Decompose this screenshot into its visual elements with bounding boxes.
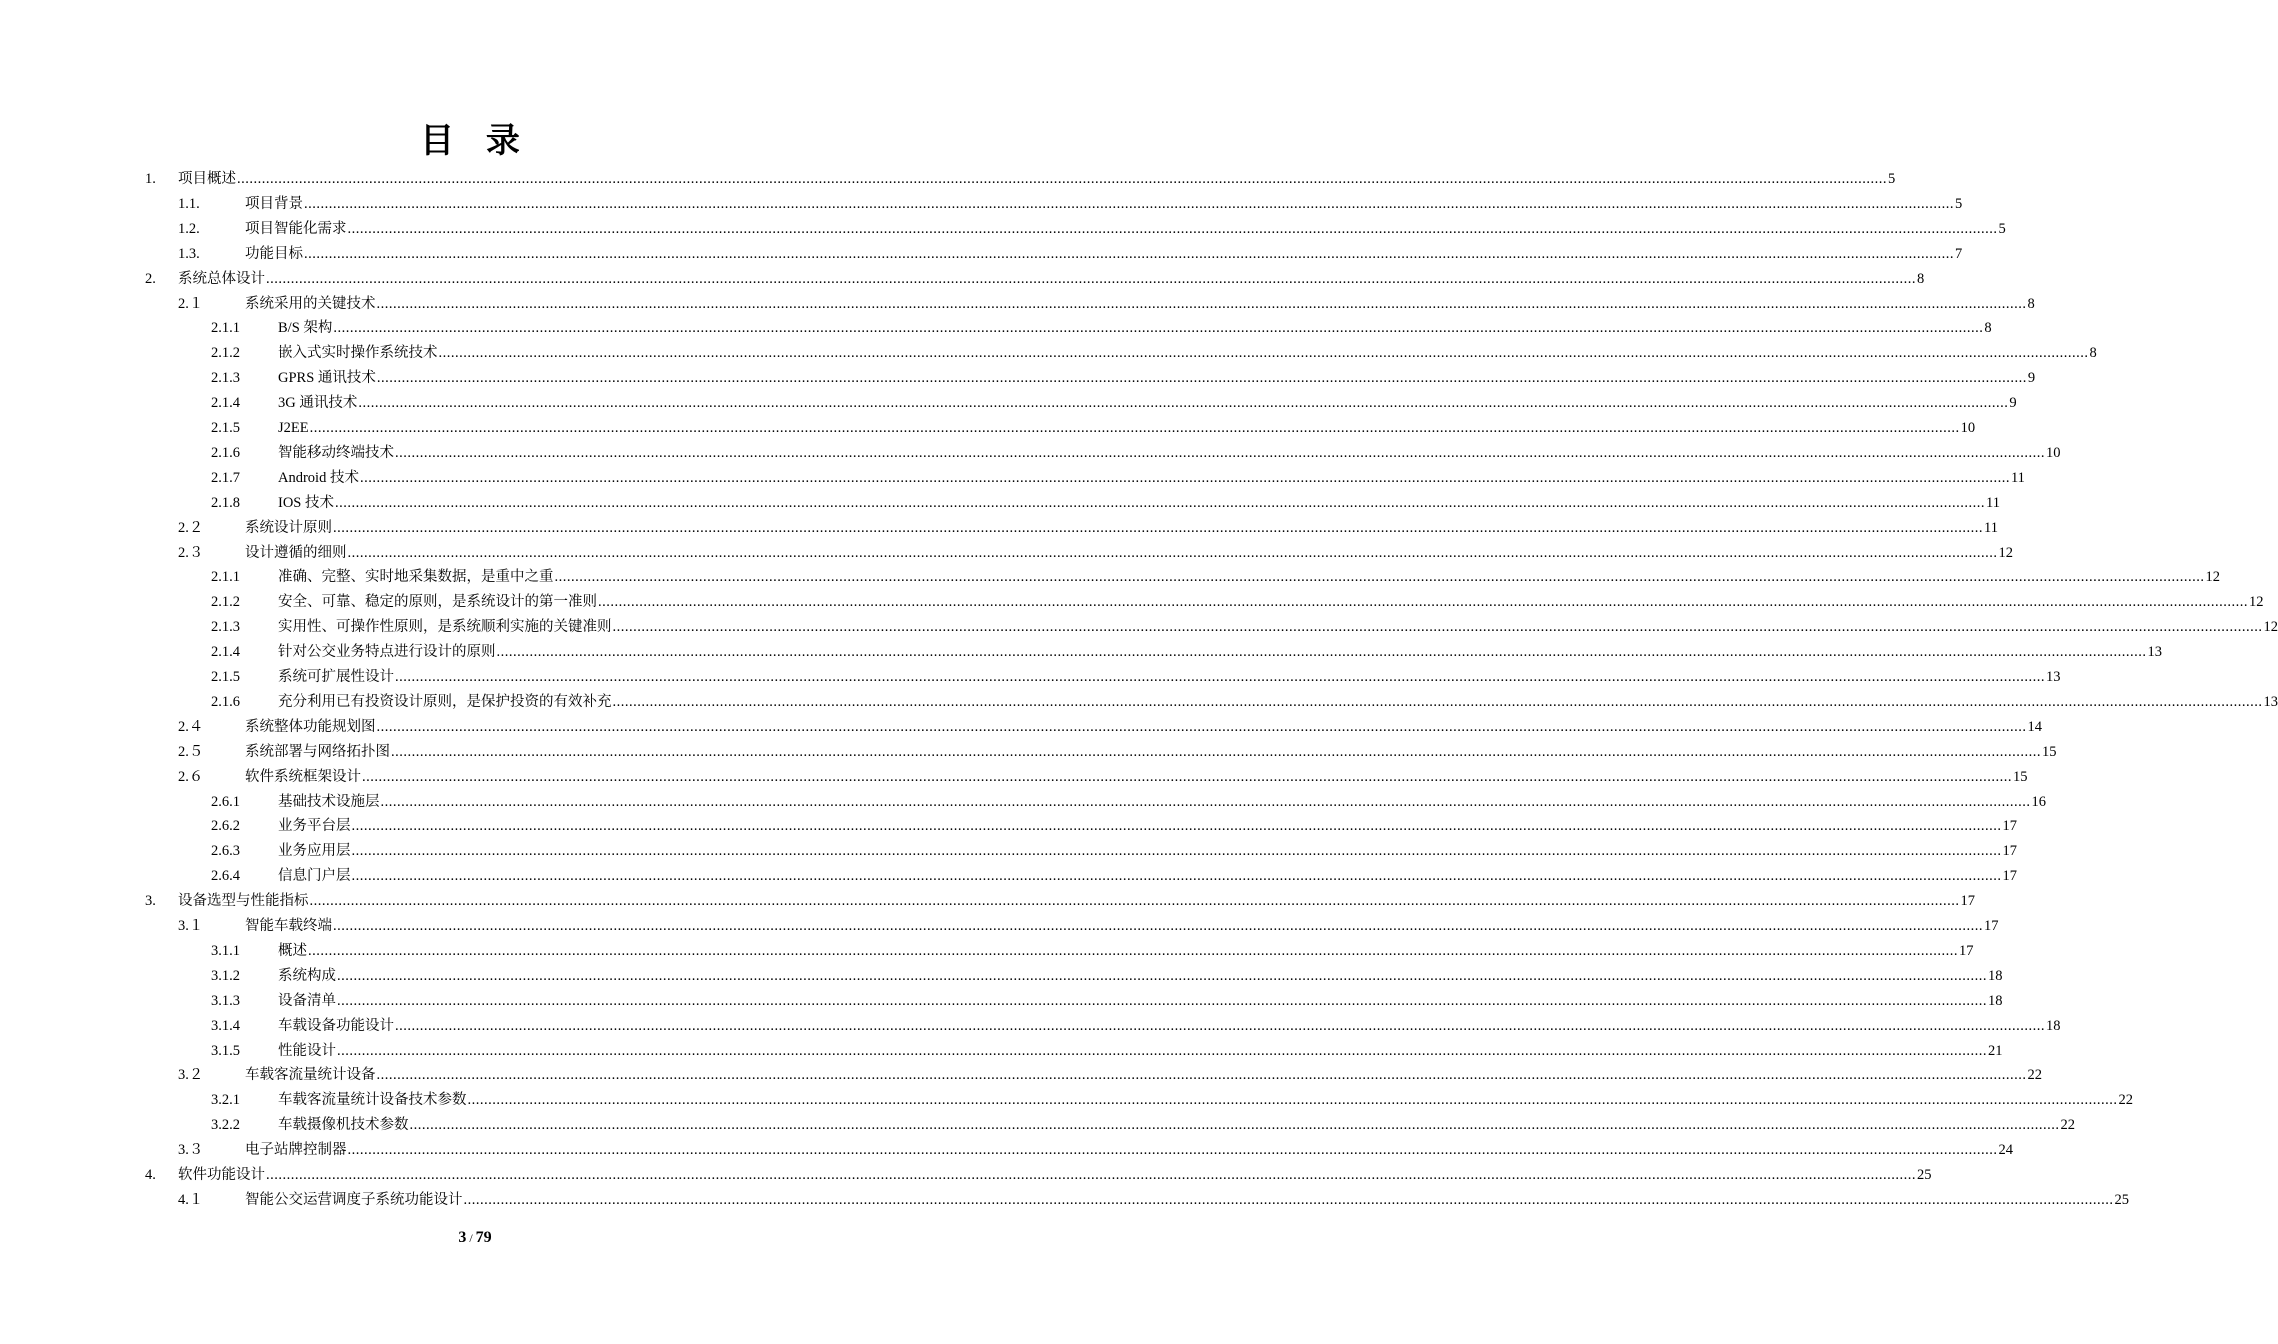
toc-entry-line xyxy=(278,565,2220,590)
toc-entry-line xyxy=(245,1188,2129,1213)
toc-entry-page[interactable]: 13 xyxy=(2263,693,2278,710)
toc-entry[interactable] xyxy=(0,939,1974,964)
toc-entry-title[interactable]: 准确、完整、实时地采集数据，是重中之重 xyxy=(278,565,555,590)
toc-entry-title[interactable]: 车载设备功能设计 xyxy=(278,1014,395,1039)
toc-entry[interactable] xyxy=(0,1138,2013,1163)
toc-entry-line xyxy=(178,167,1896,192)
toc-entry-number: 2.1.3 xyxy=(211,619,240,636)
toc-entry-page[interactable]: 25 xyxy=(2114,1191,2129,1208)
toc-entry-title[interactable]: 功能目标 xyxy=(245,242,304,267)
toc-entry-title[interactable]: 系统总体设计 xyxy=(178,267,266,292)
toc-entry-title[interactable]: 系统设计原则 xyxy=(245,516,333,541)
toc-entry-title[interactable]: 项目背景 xyxy=(245,192,304,217)
toc-entry-number: 3.1.1 xyxy=(211,942,240,959)
toc-entry-title[interactable]: 安全、可靠、稳定的原则，是系统设计的第一准则 xyxy=(278,590,598,615)
toc-entry-line xyxy=(278,391,2017,416)
toc-entry-line xyxy=(245,242,1963,267)
toc-entry-number: 2.1.5 xyxy=(211,669,240,685)
page-footer xyxy=(0,1226,950,1250)
toc-entry-title[interactable]: 针对公交业务特点进行设计的原则 xyxy=(278,640,497,665)
toc-entry-line xyxy=(245,541,2013,566)
toc-entry-number: 2.1.1 xyxy=(211,320,240,337)
toc-entry-page[interactable]: 14 xyxy=(2027,718,2042,735)
dot-leader: ................................................................................................................................................................................................................................................................................................................................................................................................................ xyxy=(351,843,2002,860)
toc-entry[interactable] xyxy=(0,1088,2133,1113)
toc-entry-number: 2.1.8 xyxy=(211,494,240,511)
toc-entry[interactable] xyxy=(0,242,1963,267)
dot-leader: ................................................................................................................................................................................................................................................................................................................................................................................................................ xyxy=(612,693,2263,710)
toc-entry-line xyxy=(278,491,2000,516)
toc-entry-line xyxy=(245,740,2057,765)
toc-entry-page[interactable]: 18 xyxy=(1988,992,2003,1009)
toc-entry-title[interactable]: 充分利用已有投资设计原则，是保护投资的有效补充 xyxy=(278,690,613,715)
toc-entry-title[interactable]: 设计遵循的细则 xyxy=(245,541,348,566)
toc-entry-number: 2.1.2 xyxy=(211,345,240,362)
toc-entry-page[interactable]: 8 xyxy=(2027,295,2035,312)
toc-entry-page[interactable]: 17 xyxy=(2002,868,2017,885)
toc-entry[interactable] xyxy=(0,615,2278,640)
toc-entry-title[interactable]: 业务应用层 xyxy=(278,839,352,864)
dot-leader: ................................................................................................................................................................................................................................................................................................................................................................................................................ xyxy=(333,918,1983,934)
toc-entry[interactable] xyxy=(0,192,1963,217)
toc-entry-title[interactable]: 性能设计 xyxy=(278,1039,337,1064)
toc-entry[interactable] xyxy=(0,565,2220,590)
toc-entry-number: 2.6.2 xyxy=(211,818,240,835)
toc-entry-page[interactable]: 12 xyxy=(2249,594,2264,611)
toc-entry-page[interactable]: 22 xyxy=(2060,1117,2075,1134)
toc-title: 目 录 xyxy=(420,121,530,161)
toc-entry-line xyxy=(278,1039,2003,1064)
dot-leader: ................................................................................................................................................................................................................................................................................................................................................................................................................ xyxy=(376,718,2027,735)
toc-entry-page[interactable]: 5 xyxy=(1998,220,2006,237)
toc-entry-page[interactable]: 8 xyxy=(1917,270,1925,287)
toc-entry-line xyxy=(245,765,2028,790)
toc-entry[interactable] xyxy=(0,1014,2061,1039)
dot-leader: ................................................................................................................................................................................................................................................................................................................................................................................................................ xyxy=(309,420,1960,436)
toc-entry-line xyxy=(245,192,1963,217)
toc-entry[interactable] xyxy=(0,1188,2129,1213)
toc-entry-page[interactable]: 25 xyxy=(1917,1167,1932,1183)
dot-leader: ................................................................................................................................................................................................................................................................................................................................................................................................................ xyxy=(359,469,2010,486)
toc-entry-title[interactable]: 系统采用的关键技术 xyxy=(245,292,377,317)
toc-entry-line xyxy=(278,466,2025,491)
dot-leader: ................................................................................................................................................................................................................................................................................................................................................................................................................ xyxy=(266,270,1916,287)
toc-entry-title[interactable]: 智能公交运营调度子系统功能设计 xyxy=(245,1188,464,1213)
toc-entry-number: 3.３ xyxy=(178,1142,204,1159)
toc-entry-number: 1.1. xyxy=(178,195,200,212)
toc-entry-number: 2.４ xyxy=(178,718,204,735)
dot-leader: ................................................................................................................................................................................................................................................................................................................................................................................................................ xyxy=(347,544,1998,561)
toc-entry-page[interactable]: 18 xyxy=(1988,967,2003,984)
toc-entry-page[interactable]: 15 xyxy=(2042,743,2057,760)
toc-entry[interactable] xyxy=(0,316,1992,341)
toc-entry-line xyxy=(278,665,2061,690)
toc-entry-title[interactable]: 软件功能设计 xyxy=(178,1163,266,1188)
toc-entry-title[interactable]: 基础技术设施层 xyxy=(278,790,381,815)
toc-entry-number: 2.６ xyxy=(178,768,204,785)
toc-entry-title[interactable]: B/S 架构 xyxy=(278,316,333,341)
dot-leader: ................................................................................................................................................................................................................................................................................................................................................................................................................ xyxy=(333,519,1983,536)
toc-entry[interactable] xyxy=(0,665,2061,690)
dot-leader: ................................................................................................................................................................................................................................................................................................................................................................................................................ xyxy=(438,345,2089,362)
toc-entry[interactable] xyxy=(0,989,2003,1014)
toc-entry-title[interactable]: J2EE xyxy=(278,416,310,441)
toc-entry-number: 4. xyxy=(145,1167,156,1183)
toc-entry[interactable] xyxy=(0,839,2017,864)
toc-entry[interactable] xyxy=(0,1063,2042,1088)
dot-leader: ................................................................................................................................................................................................................................................................................................................................................................................................................ xyxy=(347,1142,1998,1159)
toc-entry-page[interactable]: 12 xyxy=(2263,619,2278,636)
toc-entry-line xyxy=(178,889,1975,914)
toc-entry-line xyxy=(245,292,2035,317)
page-separator: / xyxy=(469,1231,473,1245)
toc-entry-line xyxy=(245,1138,2013,1163)
dot-leader: ................................................................................................................................................................................................................................................................................................................................................................................................................ xyxy=(376,295,2027,312)
toc-entry-line xyxy=(278,615,2278,640)
toc-entry-page[interactable]: 17 xyxy=(1960,893,1975,910)
toc-entry[interactable] xyxy=(0,292,2035,317)
dot-leader: ................................................................................................................................................................................................................................................................................................................................................................................................................ xyxy=(335,494,1985,511)
toc-entry[interactable] xyxy=(0,167,1896,192)
toc-entry[interactable] xyxy=(0,814,2017,839)
toc-entry-title[interactable]: 系统构成 xyxy=(278,964,337,989)
dot-leader: ................................................................................................................................................................................................................................................................................................................................................................................................................ xyxy=(380,793,2031,810)
toc-entry[interactable] xyxy=(0,391,2017,416)
dot-leader: ................................................................................................................................................................................................................................................................................................................................................................................................................ xyxy=(362,768,2012,785)
current-page-number: 3 xyxy=(458,1229,467,1246)
toc-entry-line xyxy=(278,341,2097,366)
dot-leader: ................................................................................................................................................................................................................................................................................................................................................................................................................ xyxy=(391,743,2041,760)
toc-entry-page[interactable]: 22 xyxy=(2118,1092,2133,1109)
toc-entry-page[interactable]: 11 xyxy=(2010,469,2025,486)
toc-entry-title[interactable]: 系统部署与网络拓扑图 xyxy=(245,740,391,765)
toc-entry-title[interactable]: 设备清单 xyxy=(278,989,337,1014)
toc-entry[interactable] xyxy=(0,541,2013,566)
toc-entry-page[interactable]: 17 xyxy=(1984,918,1999,934)
toc-entry[interactable] xyxy=(0,740,2057,765)
dot-leader: ................................................................................................................................................................................................................................................................................................................................................................................................................ xyxy=(376,1067,2027,1084)
toc-entry[interactable] xyxy=(0,889,1975,914)
toc-entry-line xyxy=(245,914,1999,939)
toc-entry-page[interactable]: 11 xyxy=(1984,519,1998,536)
toc-entry-number: 2.1.4 xyxy=(211,644,240,661)
toc-entry-number: 3.1.5 xyxy=(211,1042,240,1059)
toc-entry[interactable] xyxy=(0,1113,2075,1138)
toc-entry-page[interactable]: 17 xyxy=(2002,818,2017,835)
dot-leader: ................................................................................................................................................................................................................................................................................................................................................................................................................ xyxy=(358,395,2009,412)
toc-entry-number: 2.1.4 xyxy=(211,395,240,412)
toc-entry-page[interactable]: 9 xyxy=(2009,395,2017,412)
dot-leader: ................................................................................................................................................................................................................................................................................................................................................................................................................ xyxy=(308,942,1958,959)
toc-entry-line xyxy=(278,590,2264,615)
toc-entry-line xyxy=(278,366,2036,391)
dot-leader: ................................................................................................................................................................................................................................................................................................................................................................................................................ xyxy=(598,594,2248,611)
dot-leader: ................................................................................................................................................................................................................................................................................................................................................................................................................ xyxy=(395,669,2045,685)
toc-entry-number: 1.3. xyxy=(178,245,200,262)
toc-entry-page[interactable]: 21 xyxy=(1988,1042,2003,1059)
toc-entry-title[interactable]: 概述 xyxy=(278,939,308,964)
toc-entry[interactable] xyxy=(0,715,2042,740)
dot-leader: ................................................................................................................................................................................................................................................................................................................................................................................................................ xyxy=(395,1017,2045,1034)
toc-entry-page[interactable]: 16 xyxy=(2031,793,2046,810)
toc-entry[interactable] xyxy=(0,267,1925,292)
toc-entry-line xyxy=(278,1014,2061,1039)
toc-entry-number: 2.6.3 xyxy=(211,843,240,860)
toc-entry-title[interactable]: IOS 技术 xyxy=(278,491,335,516)
toc-entry[interactable] xyxy=(0,441,2061,466)
toc-entry-page[interactable]: 12 xyxy=(2205,569,2220,586)
toc-entry-line xyxy=(278,989,2003,1014)
toc-entry-line xyxy=(278,416,1976,441)
toc-entry-title[interactable]: 智能车载终端 xyxy=(245,914,333,939)
toc-entry-page[interactable]: 17 xyxy=(1959,942,1974,959)
toc-entry-line xyxy=(278,864,2017,889)
toc-entry-number: 2.1.1 xyxy=(211,569,240,586)
toc-entry-title[interactable]: 设备选型与性能指标 xyxy=(178,889,310,914)
toc-entry-number: 3.2.2 xyxy=(211,1117,240,1134)
toc-entry-title[interactable]: 系统整体功能规划图 xyxy=(245,715,377,740)
toc-entry[interactable] xyxy=(0,640,2162,665)
toc-entry-line xyxy=(278,690,2278,715)
toc-entry-page[interactable]: 18 xyxy=(2046,1017,2061,1034)
toc-entry-number: 2.1.3 xyxy=(211,370,240,387)
toc-entry-number: 2.５ xyxy=(178,743,204,760)
toc-entry[interactable] xyxy=(0,864,2017,889)
toc-entry[interactable] xyxy=(0,516,1998,541)
dot-leader: ................................................................................................................................................................................................................................................................................................................................................................................................................ xyxy=(337,1042,1987,1059)
toc-entry-page[interactable]: 17 xyxy=(2002,843,2017,860)
toc-entry-line xyxy=(245,1063,2042,1088)
toc-entry[interactable] xyxy=(0,765,2028,790)
toc-entry-page[interactable]: 13 xyxy=(2147,644,2162,661)
toc-entry-title[interactable]: 3G 通讯技术 xyxy=(278,391,358,416)
dot-leader: ................................................................................................................................................................................................................................................................................................................................................................................................................ xyxy=(351,868,2002,885)
toc-entry-line xyxy=(278,814,2017,839)
dot-leader: ................................................................................................................................................................................................................................................................................................................................................................................................................ xyxy=(409,1117,2060,1134)
dot-leader: ................................................................................................................................................................................................................................................................................................................................................................................................................ xyxy=(395,444,2045,461)
toc-entry-title[interactable]: 信息门户层 xyxy=(278,864,352,889)
toc-entry-title[interactable]: 软件系统框架设计 xyxy=(245,765,362,790)
toc-entry-line xyxy=(278,1088,2133,1113)
dot-leader: ................................................................................................................................................................................................................................................................................................................................................................................................................ xyxy=(351,818,2002,835)
toc-entry-number: 3.1.4 xyxy=(211,1017,240,1034)
dot-leader: ................................................................................................................................................................................................................................................................................................................................................................................................................ xyxy=(304,195,1954,212)
toc-entry-title[interactable]: GPRS 通讯技术 xyxy=(278,366,377,391)
toc-entry-line xyxy=(278,790,2046,815)
toc-entry[interactable] xyxy=(0,416,1976,441)
toc-entry-number: 2.1.6 xyxy=(211,693,240,710)
toc-entry-line xyxy=(245,715,2042,740)
toc-entry-page[interactable]: 13 xyxy=(2046,669,2061,685)
toc-entry[interactable] xyxy=(0,217,2006,242)
toc-entry-title[interactable]: 车载客流量统计设备 xyxy=(245,1063,377,1088)
toc-entry-number: 2.1.6 xyxy=(211,444,240,461)
toc-entry-title[interactable]: 实用性、可操作性原则，是系统顺利实施的关键准则 xyxy=(278,615,613,640)
toc-entry[interactable] xyxy=(0,466,2025,491)
dot-leader: ................................................................................................................................................................................................................................................................................................................................................................................................................ xyxy=(309,893,1960,910)
toc-entry-line xyxy=(278,441,2061,466)
toc-entry-number: 3. xyxy=(145,893,156,910)
toc-entry-number: 2.１ xyxy=(178,295,204,312)
dot-leader: ................................................................................................................................................................................................................................................................................................................................................................................................................ xyxy=(337,992,1987,1009)
toc-entry-number: 3.1.2 xyxy=(211,967,240,984)
dot-leader: ................................................................................................................................................................................................................................................................................................................................................................................................................ xyxy=(337,967,1987,984)
toc-entry-number: 2.３ xyxy=(178,544,204,561)
toc-entry[interactable] xyxy=(0,1163,1932,1188)
toc-entry-page[interactable]: 8 xyxy=(1984,320,1992,337)
toc-entry-title[interactable]: 项目概述 xyxy=(178,167,237,192)
toc-entry-number: 2.1.2 xyxy=(211,594,240,611)
toc-entry-page[interactable]: 7 xyxy=(1955,245,1963,262)
dot-leader: ................................................................................................................................................................................................................................................................................................................................................................................................................ xyxy=(376,370,2027,387)
toc-entry[interactable] xyxy=(0,366,2036,391)
toc-entry[interactable] xyxy=(0,914,1999,939)
toc-entry-line xyxy=(278,640,2162,665)
toc-entry-page[interactable]: 11 xyxy=(1986,494,2000,511)
toc-entry-page[interactable]: 22 xyxy=(2027,1067,2042,1084)
toc-entry-page[interactable]: 8 xyxy=(2089,345,2097,362)
toc-entry-line xyxy=(178,1163,1932,1188)
dot-leader: ................................................................................................................................................................................................................................................................................................................................................................................................................ xyxy=(467,1092,2118,1109)
toc-entry[interactable] xyxy=(0,690,2278,715)
toc-entry-title[interactable]: Android 技术 xyxy=(278,466,360,491)
toc-entry-number: 3.２ xyxy=(178,1067,204,1084)
toc-entry[interactable] xyxy=(0,341,2097,366)
toc-entry[interactable] xyxy=(0,1039,2003,1064)
toc-entry[interactable] xyxy=(0,491,2000,516)
toc-entry-page[interactable]: 5 xyxy=(1955,195,1963,212)
toc-entry-page[interactable]: 15 xyxy=(2013,768,2028,785)
toc-entry-line xyxy=(278,964,2003,989)
toc-entry[interactable] xyxy=(0,790,2046,815)
toc-entry-line xyxy=(278,939,1974,964)
toc-entry-number: 2.6.1 xyxy=(211,793,240,810)
toc-entry-number: 4.１ xyxy=(178,1191,204,1208)
toc-entry-page[interactable]: 9 xyxy=(2027,370,2036,387)
toc-entry-number: 2.1.5 xyxy=(211,420,240,436)
toc-entry-number: 3.１ xyxy=(178,918,204,934)
toc-entry-page[interactable]: 24 xyxy=(1998,1142,2013,1159)
toc-entry-number: 2.1.7 xyxy=(211,469,240,486)
toc-entry-line xyxy=(245,217,2006,242)
toc-entry-number: 1.2. xyxy=(178,220,200,237)
dot-leader: ................................................................................................................................................................................................................................................................................................................................................................................................................ xyxy=(304,245,1954,262)
toc-entry-title[interactable]: 电子站牌控制器 xyxy=(245,1138,348,1163)
toc-entry-line xyxy=(278,839,2017,864)
toc-entry[interactable] xyxy=(0,964,2003,989)
toc-entry-line xyxy=(278,316,1992,341)
dot-leader: ................................................................................................................................................................................................................................................................................................................................................................................................................ xyxy=(612,619,2263,636)
toc-entry-title[interactable]: 嵌入式实时操作系统技术 xyxy=(278,341,439,366)
toc-entry-title[interactable]: 业务平台层 xyxy=(278,814,352,839)
toc-entry-title[interactable]: 项目智能化需求 xyxy=(245,217,348,242)
dot-leader: ................................................................................................................................................................................................................................................................................................................................................................................................................ xyxy=(496,644,2147,661)
toc-entry-number: 2. xyxy=(145,270,156,287)
dot-leader: ................................................................................................................................................................................................................................................................................................................................................................................................................ xyxy=(463,1191,2114,1208)
toc-entry-line xyxy=(245,516,1998,541)
toc-entry-number: 3.2.1 xyxy=(211,1092,240,1109)
toc-entry-number: 3.1.3 xyxy=(211,992,240,1009)
toc-entry-number: 2.6.4 xyxy=(211,868,240,885)
toc-entry-number: 1. xyxy=(145,171,156,187)
dot-leader: ................................................................................................................................................................................................................................................................................................................................................................................................................ xyxy=(333,320,1984,337)
dot-leader: ................................................................................................................................................................................................................................................................................................................................................................................................................ xyxy=(347,220,1998,237)
toc-entry-page[interactable]: 10 xyxy=(1960,420,1976,436)
total-pages: 79 xyxy=(475,1229,492,1246)
toc-entry-line xyxy=(278,1113,2075,1138)
toc-entry-line xyxy=(178,267,1925,292)
toc-entry-page[interactable]: 5 xyxy=(1888,171,1896,187)
toc-entry-number: 2.２ xyxy=(178,519,204,536)
toc-entry-title[interactable]: 智能移动终端技术 xyxy=(278,441,395,466)
toc-entry-title[interactable]: 车载客流量统计设备技术参数 xyxy=(278,1088,468,1113)
toc-entry[interactable] xyxy=(0,590,2264,615)
toc-entry-title[interactable]: 车载摄像机技术参数 xyxy=(278,1113,410,1138)
dot-leader: ................................................................................................................................................................................................................................................................................................................................................................................................................ xyxy=(554,569,2205,586)
dot-leader: ................................................................................................................................................................................................................................................................................................................................................................................................................ xyxy=(237,171,1887,187)
toc-entry-page[interactable]: 10 xyxy=(2046,444,2061,461)
toc-entry-page[interactable]: 12 xyxy=(1998,544,2013,561)
dot-leader: ................................................................................................................................................................................................................................................................................................................................................................................................................ xyxy=(266,1167,1916,1183)
toc-entry-title[interactable]: 系统可扩展性设计 xyxy=(278,665,395,690)
